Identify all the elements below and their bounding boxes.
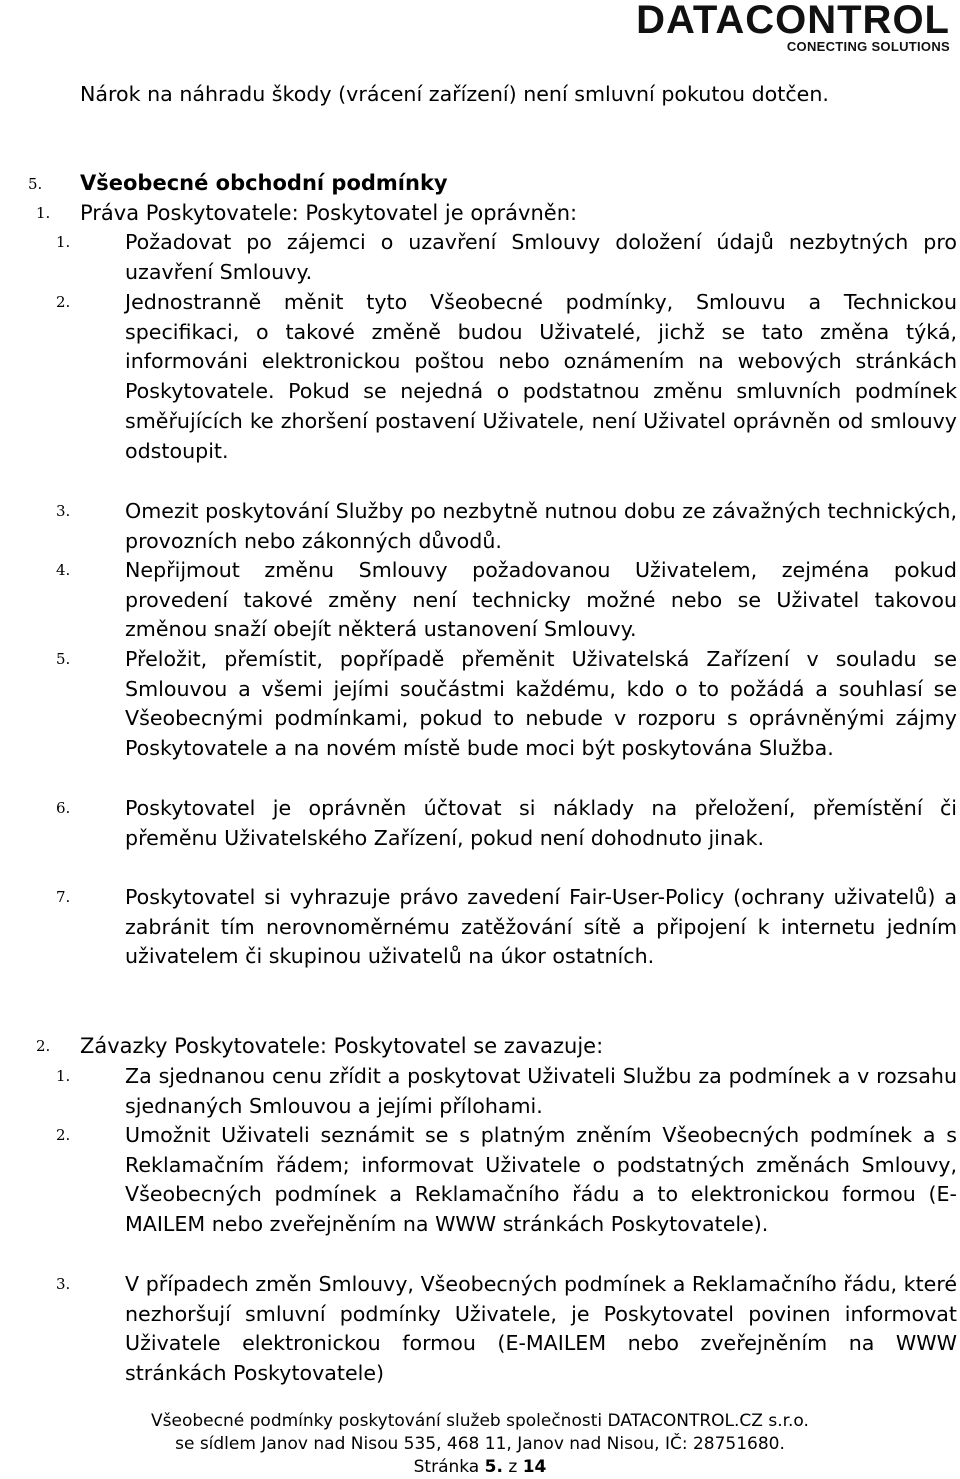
list-item-number: 2. (56, 293, 71, 311)
page-total: 14 (522, 1457, 547, 1477)
list-item-text: Poskytovatel si vyhrazuje právo zavedení Fair-User-Policy (ochrany uživatelů) a zabránit tím nerovnoměrnému zatěžování sítě a připojení k internetu jedním uživatelem či skupinou uživatelů na úkor ostatních. (125, 885, 957, 969)
logo-wordmark: DATACONTROL (636, 0, 950, 42)
intro-paragraph (80, 80, 958, 110)
page-number (0, 1456, 960, 1479)
section-title: Všeobecné obchodní podmínky (80, 171, 448, 195)
intro-text: Nárok na náhradu škody (vrácení zařízení) není smluvní pokutou dotčen. (80, 82, 829, 106)
page-footer (0, 1410, 960, 1479)
page-prefix: Stránka (413, 1457, 480, 1477)
list-item-text: Jednostranně měnit tyto Všeobecné podmínky, Smlouvu a Technickou specifikaci, o takové změně budou Uživatelé, jichž se tato změna týká, informováni elektronickou poštou nebo oznámením na webových stránkách Poskytovatele. Pokud se nejedná o podstatnou změnu smluvních podmínek směřujících ke zhoršení postavení Uživatele, není Uživatel oprávněn od smlouvy odstoupit. (125, 290, 957, 463)
list-item-number: 1. (56, 1067, 71, 1085)
subsection-1-number: 1. (36, 204, 51, 222)
list-item-text: Omezit poskytování Služby po nezbytně nutnou dobu ze závažných technických, provozních nebo zákonných důvodů. (125, 499, 958, 553)
list-item-text: Přeložit, přemístit, popřípadě přeměnit Uživatelská Zařízení v souladu se Smlouvou a všemi jejími součástmi každému, kdo o to požádá a souhlasí se Všeobecnými podmínkami, pokud to nebude v rozporu s oprávněnými zájmy Poskytovatele a na novém místě bude moci být poskytována Služba. (125, 647, 957, 761)
page-current: 5. (484, 1457, 503, 1477)
list-item-number: 4. (56, 561, 71, 579)
list-item-text: Nepřijmout změnu Smlouvy požadovanou Uživatelem, zejména pokud provedení takové změny není technicky možné nebo se Uživatel takovou změnou snaží obejít některá ustanovení Smlouvy. (125, 558, 957, 642)
footer-company-line: Všeobecné podmínky poskytování služeb společnosti DATACONTROL.CZ s.r.o. (151, 1411, 809, 1431)
list-item-number: 2. (56, 1126, 71, 1144)
section-number: 5. (28, 175, 43, 193)
list-item-number: 1. (56, 233, 71, 251)
list-item-number: 3. (56, 1275, 71, 1293)
subsection-2-number: 2. (36, 1037, 51, 1055)
page-separator: z (508, 1457, 518, 1477)
list-item-text: Požadovat po zájemci o uzavření Smlouvy doložení údajů nezbytných pro uzavření Smlouvy. (125, 230, 957, 284)
company-logo (636, 0, 950, 54)
list-item-text: Umožnit Uživateli seznámit se s platným zněním Všeobecných podmínek a s Reklamačním řádem; informovat Uživatele o podstatných změnách Smlouvy, Všeobecných podmínek a Reklamačního řádu a to elektronickou formou (E-MAILEM nebo zveřejněním na WWW stránkách Poskytovatele). (125, 1123, 957, 1237)
list-item-text: V případech změn Smlouvy, Všeobecných podmínek a Reklamačního řádu, které nezhoršují smluvní podmínky Uživatele, je Poskytovatel povinen informovat Uživatele elektronickou formou (E-MAILEM nebo zveřejněním na WWW stránkách Poskytovatele) (125, 1272, 957, 1386)
subsection-1-title: Práva Poskytovatele: Poskytovatel je oprávněn: (80, 201, 578, 225)
footer-address-line: se sídlem Janov nad Nisou 535, 468 11, Janov nad Nisou, IČ: 28751680. (175, 1434, 785, 1454)
list-item-number: 3. (56, 502, 71, 520)
subsection-2-title: Závazky Poskytovatele: Poskytovatel se zavazuje: (80, 1034, 604, 1058)
logo-tagline: CONECTING SOLUTIONS (786, 39, 950, 54)
list-item-text: Poskytovatel je oprávněn účtovat si náklady na přeložení, přemístění či přeměnu Uživatelského Zařízení, pokud není dohodnuto jinak. (125, 796, 957, 850)
list-item-text: Za sjednanou cenu zřídit a poskytovat Uživateli Službu za podmínek a v rozsahu sjednaných Smlouvou a jejími přílohami. (125, 1064, 957, 1118)
list-item-number: 7. (56, 888, 71, 906)
list-item-number: 5. (56, 650, 71, 668)
list-item-number: 6. (56, 799, 71, 817)
